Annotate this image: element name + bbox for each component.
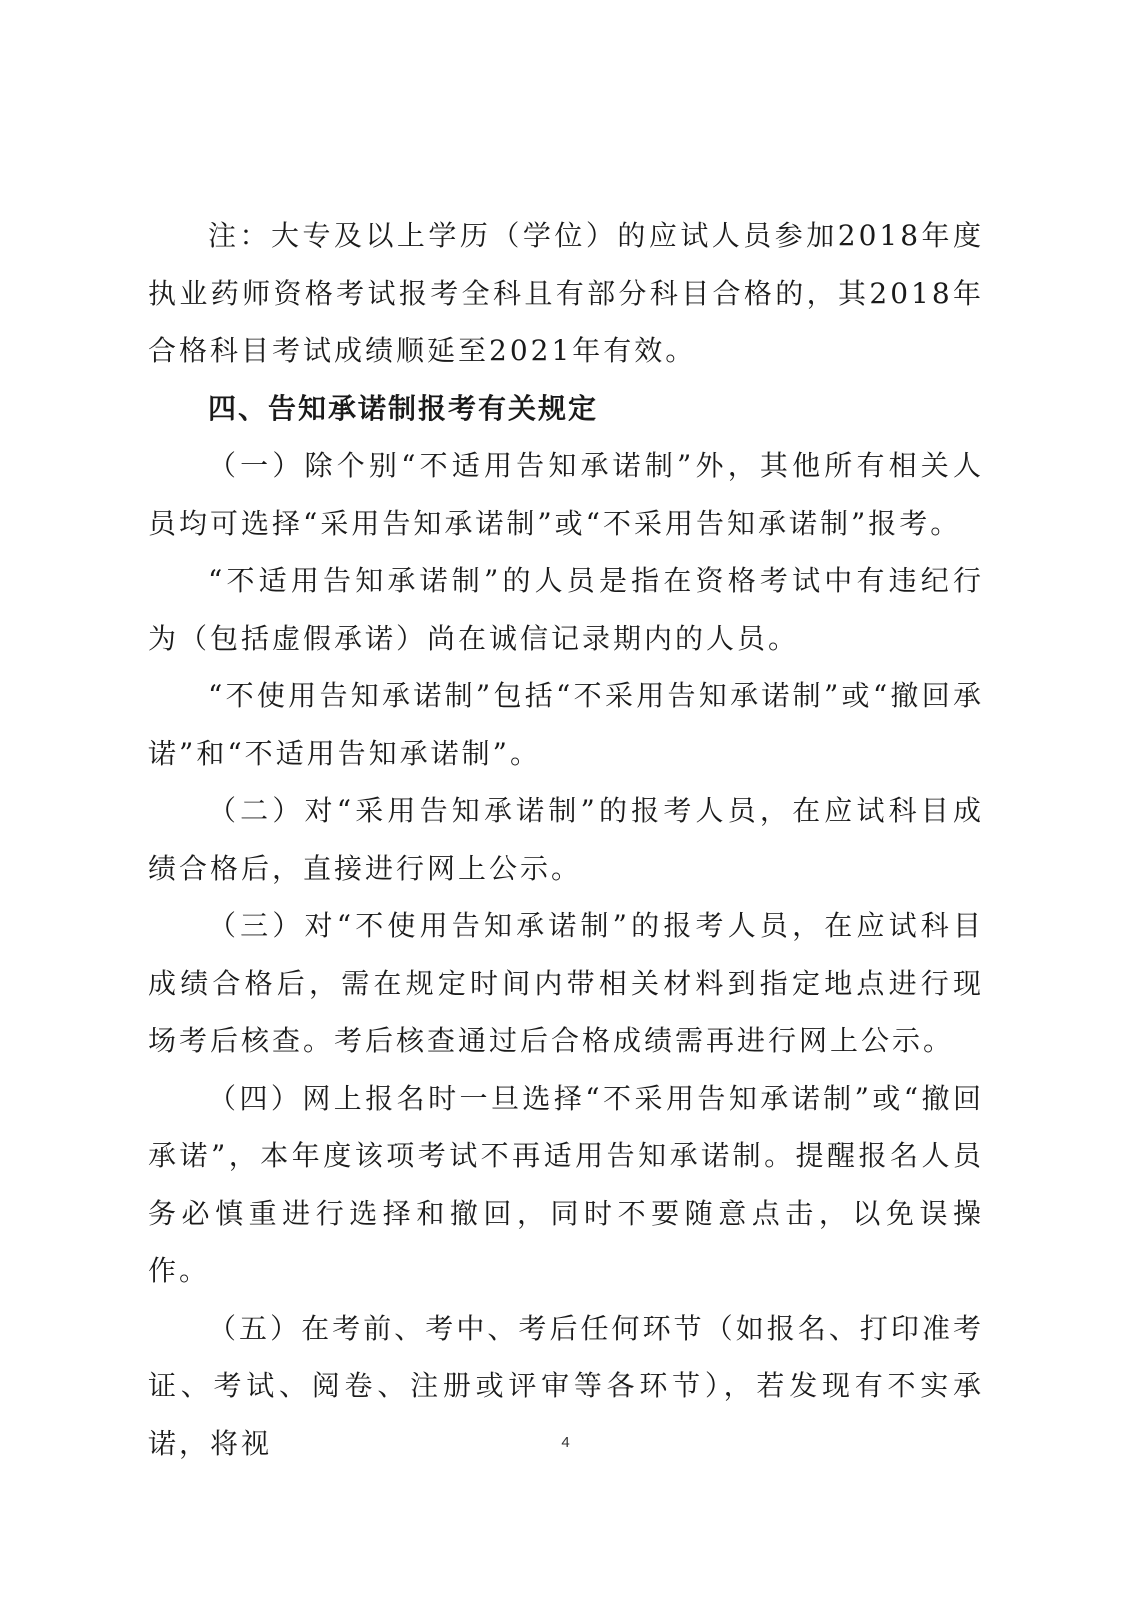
- page-number: 4: [561, 1434, 570, 1451]
- section-heading: 四、告知承诺制报考有关规定: [208, 391, 599, 425]
- paragraph-4: （二）对“采用告知承诺制”的报考人员，在应试科目成绩合格后，直接进行网上公示。: [148, 794, 984, 885]
- paragraph-5: （三）对“不使用告知承诺制”的报考人员，在应试科目成绩合格后，需在规定时间内带相关材料到指定地点进行现场考后核查。考后核查通过后合格成绩需再进行网上公示。: [148, 909, 984, 1057]
- paragraph-1: （一）除个别“不适用告知承诺制”外，其他所有相关人员均可选择“采用告知承诺制”或“不采用告知承诺制”报考。: [148, 449, 984, 540]
- note-paragraph: 注：大专及以上学历（学位）的应试人员参加2018年度执业药师资格考试报考全科且有部分科目合格的，其2018年合格科目考试成绩顺延至2021年有效。: [148, 219, 984, 367]
- paragraph-6: （四）网上报名时一旦选择“不采用告知承诺制”或“撤回承诺”，本年度该项考试不再适用告知承诺制。提醒报名人员务必慎重进行选择和撤回，同时不要随意点击，以免误操作。: [148, 1081, 984, 1287]
- document-body: [148, 207, 984, 1472]
- paragraph-3: “不使用告知承诺制”包括“不采用告知承诺制”或“撤回承诺”和“不适用告知承诺制”。: [148, 679, 984, 770]
- paragraph-7: （五）在考前、考中、考后任何环节（如报名、打印准考证、考试、阅卷、注册或评审等各环节），若发现有不实承诺，将视: [148, 1311, 984, 1460]
- paragraph-2: “不适用告知承诺制”的人员是指在资格考试中有违纪行为（包括虚假承诺）尚在诚信记录期内的人员。: [148, 564, 984, 655]
